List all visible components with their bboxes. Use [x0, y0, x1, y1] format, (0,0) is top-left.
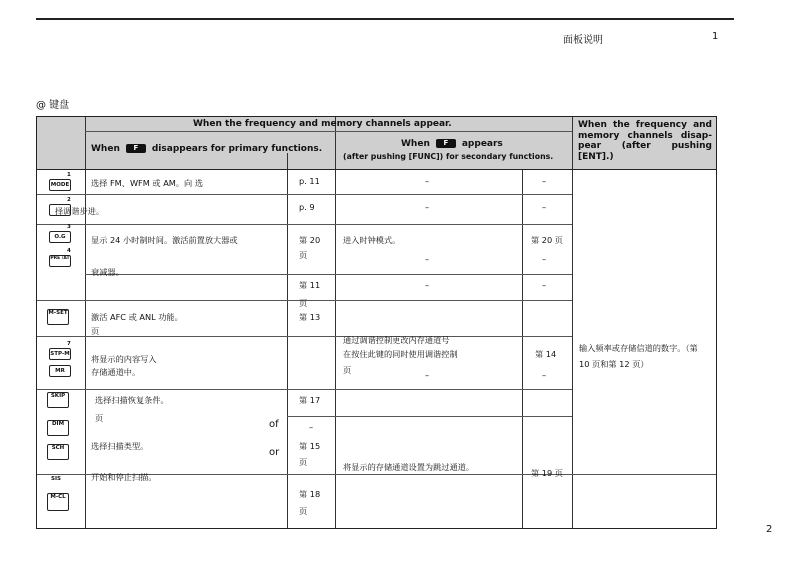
secondary-header: When F appears [401, 139, 503, 149]
row-desc: 将显示的内容写入 [91, 354, 157, 364]
row-desc: 显示 24 小时制时间。激活前置放大器或 [91, 235, 238, 245]
row-sec-page: – [542, 370, 547, 380]
row-sec-page: – [542, 176, 547, 186]
row-line [37, 336, 572, 337]
skip-key-icon: SKIP [47, 392, 69, 408]
row-line [85, 131, 572, 132]
secondary-header-sub: (after pushing [FUNC]) for secondary functions. [343, 152, 554, 161]
row-or: of [269, 419, 279, 430]
row-page: 第 11 [299, 280, 321, 290]
row-sec: 将显示的存储通道设置为跳过通道。 [343, 462, 475, 472]
stpm-key-icon: STP-M [49, 348, 71, 360]
row-page: 页 [299, 250, 308, 260]
row-sec: 页 [343, 365, 352, 375]
row-sec: – [425, 176, 430, 186]
col-line [85, 117, 86, 528]
f-key-icon: F [126, 144, 146, 153]
right-desc: 10 页和第 12 页） [579, 359, 649, 369]
row-line [37, 169, 716, 170]
top-header: When the frequency and memory channels appear. [193, 119, 452, 129]
row-line [287, 416, 572, 417]
right-header: When the frequency and memory channels disap-pear (after pushing [ENT].) [578, 120, 712, 162]
col-line [335, 117, 336, 528]
row-desc: 选择 FM、WFM 或 AM。向 选 [91, 178, 204, 188]
row-sec: – [425, 202, 430, 212]
dim-key-icon: DIM [47, 420, 69, 436]
row-sec-page: – [542, 202, 547, 212]
row-page: 页 [299, 506, 308, 516]
top-rule [36, 18, 734, 20]
key-number: 1 [67, 172, 71, 178]
col-line [572, 117, 573, 528]
row-sec: 进入时钟模式。 [343, 235, 401, 245]
row-sec-page: 第 14 [535, 349, 557, 359]
row-desc: 页 [91, 326, 100, 336]
row-sec: – [425, 254, 430, 264]
sis-key-label: SIS [51, 476, 61, 482]
sch-key-icon: SCH [47, 444, 69, 460]
row-sec: – [425, 370, 430, 380]
row-sec-page: – [542, 280, 547, 290]
keypad-table [36, 116, 717, 529]
mr-key-icon: MR [49, 365, 71, 377]
row-line [37, 389, 572, 390]
row-desc: 择调谐步进。 [55, 206, 105, 216]
row-sec: 在按住此键的同时使用调谐控制 [343, 349, 458, 359]
row-desc: 存储通道中。 [91, 367, 141, 377]
row-line [37, 224, 572, 225]
col-line [287, 153, 288, 528]
row-page: 第 17 [299, 395, 321, 405]
row-line [85, 274, 572, 275]
key-number: 2 [67, 197, 71, 203]
og-key-icon: O.G [49, 231, 71, 243]
row-line [37, 194, 572, 195]
row-page: 第 20 [299, 235, 321, 245]
row-page: – [309, 422, 314, 432]
row-page: 第 13 [299, 312, 321, 322]
chapter-number: 1 [712, 31, 719, 42]
f-key-icon: F [436, 139, 456, 148]
row-desc: 激活 AFC 或 ANL 功能。 [91, 312, 183, 322]
key-number: 4 [67, 248, 71, 254]
mcl-key-icon: M-CL [47, 493, 69, 511]
row-sec-page: 第 20 页 [531, 235, 563, 245]
row-desc: 选择扫描恢复条件。 [95, 395, 169, 405]
section-title: @ 键盘 [36, 100, 70, 111]
mode-key-icon: MODE [49, 179, 71, 191]
row-page: 第 15 [299, 441, 321, 451]
row-desc: 选择扫描类型。 [91, 441, 149, 451]
row-page: 页 [299, 298, 308, 308]
row-desc: 页 [95, 413, 104, 423]
row-page: p. 11 [299, 176, 320, 186]
row-sec-page: 第 19 页 [531, 468, 563, 478]
row-desc: 开始和停止扫描。 [91, 472, 157, 482]
preat-key-icon: PRE /AT [49, 255, 71, 267]
header-title: 面板说明 [563, 35, 603, 46]
row-sec-page: – [542, 254, 547, 264]
row-page: 第 18 [299, 489, 321, 499]
row-sec: – [425, 280, 430, 290]
row-page: p. 9 [299, 202, 315, 212]
row-page: 页 [299, 457, 308, 467]
row-sec: 通过调谐控制更改内存通道号 [343, 335, 450, 345]
page-number: 2 [766, 524, 773, 535]
mset-key-icon: M-SET [47, 309, 69, 325]
primary-header: When F disappears for primary functions. [91, 144, 323, 154]
key-number: 7 [67, 341, 71, 347]
row-or: or [269, 447, 280, 458]
right-desc: 输入频率或存储信道的数字。（第 [579, 343, 698, 353]
row-desc: 衰减器。 [91, 267, 124, 277]
key-number: 3 [67, 224, 71, 230]
